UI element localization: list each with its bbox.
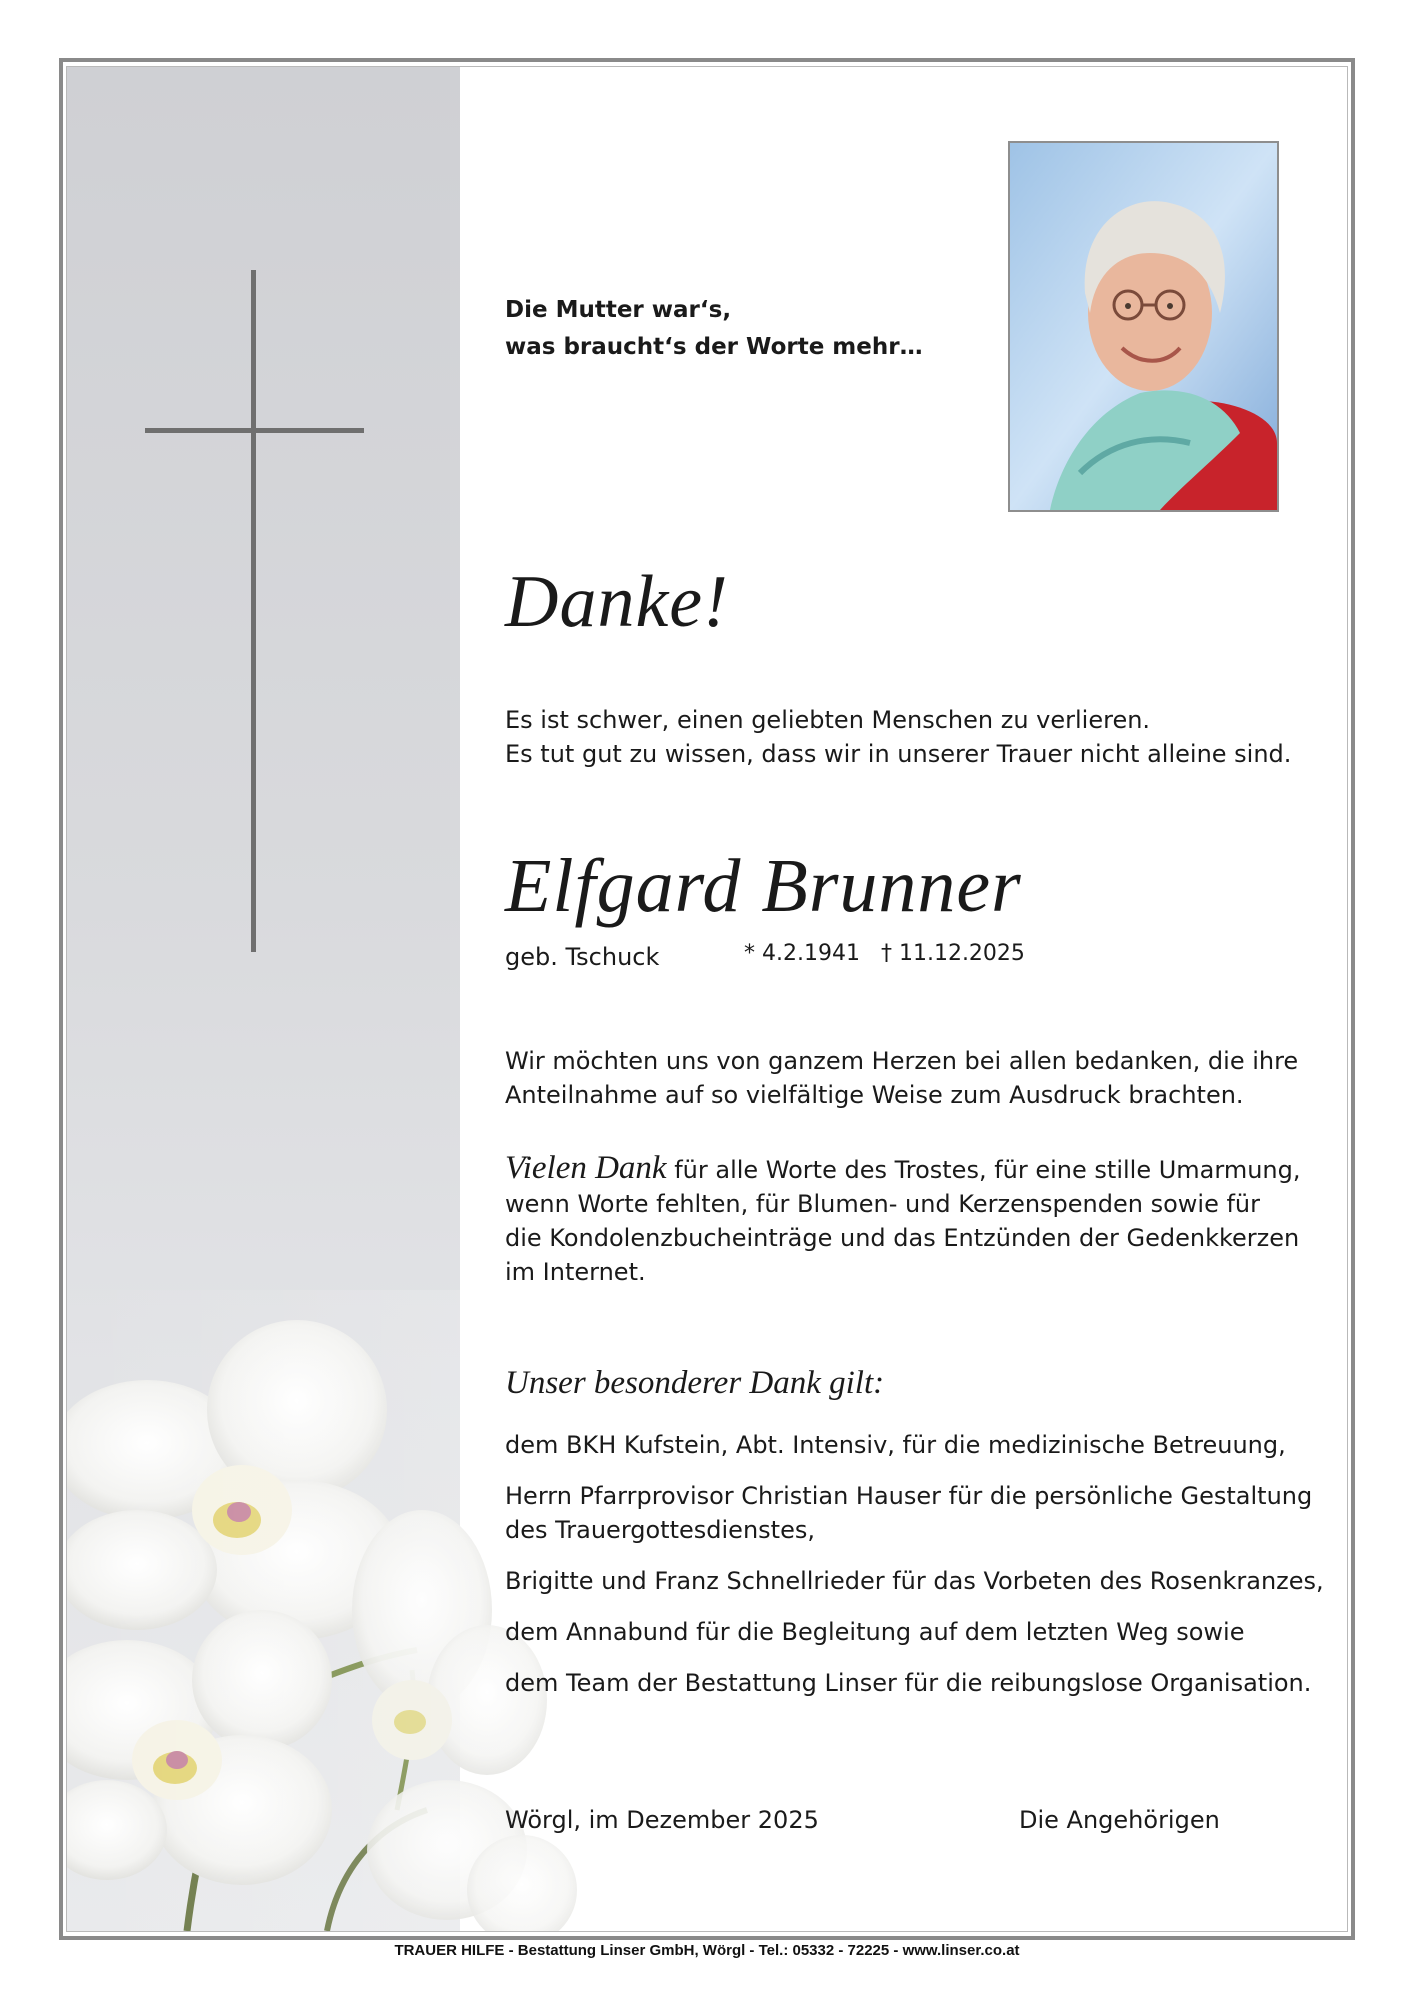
birth-date: * 4.2.1941 (744, 941, 860, 966)
special-thanks-heading: Unser besonderer Dank gilt: (505, 1365, 885, 1401)
list-item (505, 1479, 1325, 1547)
list-item-text: dem Team der Bestattung Linser für die reibungslose Organisation. (505, 1669, 1312, 1697)
birth-name: geb. Tschuck (505, 943, 660, 971)
thanks-paragraph-2 (505, 1151, 1325, 1289)
page-title: Danke! (505, 561, 729, 643)
thanks-paragraph-1 (505, 1044, 1298, 1112)
intro-text (505, 703, 1291, 771)
list-item (505, 1428, 1325, 1462)
special-thanks-list (505, 1428, 1325, 1717)
list-item (505, 1666, 1325, 1700)
paragraph2-lead: Vielen Dank (505, 1150, 667, 1186)
paragraph1-line-2: Anteilnahme auf so vielfältige Weise zum Ausdruck brachten. (505, 1081, 1244, 1109)
list-item (505, 1615, 1325, 1649)
list-item-text: dem Annabund für die Begleitung auf dem letzten Weg sowie (505, 1618, 1245, 1646)
footer: TRAUER HILFE - Bestattung Linser GmbH, Wörgl - Tel.: 05332 - 72225 - www.linser.co.at (394, 1942, 1020, 1959)
deceased-name: Elfgard Brunner (505, 844, 1022, 928)
quote-line-1: Die Mutter war‘s, (505, 297, 732, 323)
list-item-text: des Trauergottesdienstes, (505, 1516, 815, 1544)
signature: Die Angehörigen (1019, 1806, 1220, 1834)
list-item-text: Brigitte und Franz Schnellrieder für das Vorbeten des Rosenkranzes, (505, 1567, 1324, 1595)
paragraph2-line-1: für alle Worte des Trostes, für eine stille Umarmung, (666, 1156, 1301, 1184)
death-date: † 11.12.2025 (880, 941, 1025, 966)
paragraph2-line-3: die Kondolenzbucheinträge und das Entzünden der Gedenkkerzen (505, 1224, 1300, 1252)
paragraph2-line-2: wenn Worte fehlten, für Blumen- und Kerzenspenden sowie für (505, 1190, 1261, 1218)
list-item-text: Herrn Pfarrprovisor Christian Hauser für die persönliche Gestaltung (505, 1482, 1313, 1510)
intro-line-2: Es tut gut zu wissen, dass wir in unserer Trauer nicht alleine sind. (505, 740, 1292, 768)
paragraph2-line-4: im Internet. (505, 1258, 646, 1286)
life-dates (744, 941, 1039, 966)
portrait-photo (1008, 141, 1279, 512)
list-item-text: dem BKH Kufstein, Abt. Intensiv, für die medizinische Betreuung, (505, 1431, 1286, 1459)
quote (505, 292, 923, 366)
list-item (505, 1564, 1325, 1598)
paragraph1-line-1: Wir möchten uns von ganzem Herzen bei allen bedanken, die ihre (505, 1047, 1299, 1075)
place-date: Wörgl, im Dezember 2025 (505, 1806, 819, 1834)
intro-line-1: Es ist schwer, einen geliebten Menschen zu verlieren. (505, 706, 1151, 734)
quote-line-2: was braucht‘s der Worte mehr… (505, 334, 923, 360)
